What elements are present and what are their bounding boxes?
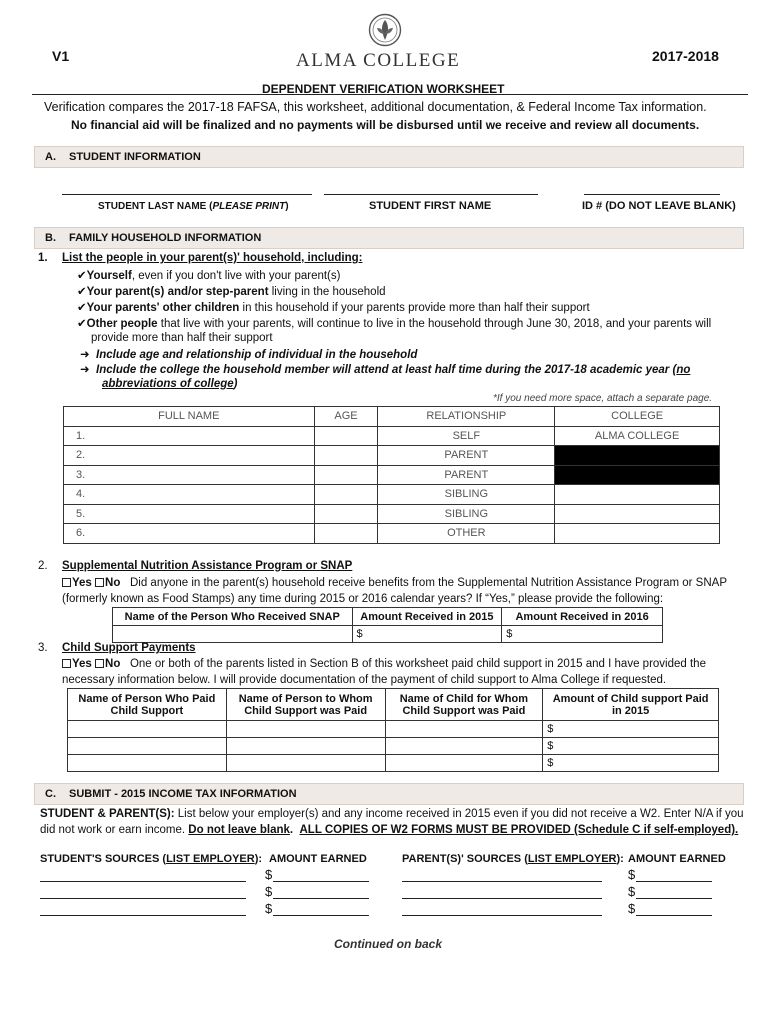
arrow-right-icon: ➜ bbox=[80, 349, 90, 361]
age-cell[interactable] bbox=[314, 504, 378, 524]
cs-amount-cell[interactable]: $ bbox=[543, 755, 719, 772]
parent-employer-field[interactable] bbox=[402, 915, 602, 916]
snap-name-cell[interactable] bbox=[113, 626, 353, 643]
cs-header-child: Name of Child for Whom Child Support was Paid bbox=[385, 689, 543, 721]
section-c-title: SUBMIT - 2015 INCOME TAX INFORMATION bbox=[69, 788, 297, 800]
parent-employer-field[interactable] bbox=[402, 881, 602, 882]
q3-number: 3. bbox=[38, 642, 48, 654]
cs-payee-cell[interactable] bbox=[226, 738, 385, 755]
header-full-name: FULL NAME bbox=[64, 407, 315, 427]
student-amount-field[interactable] bbox=[273, 915, 369, 916]
version-label: V1 bbox=[52, 48, 70, 64]
snap-yes-label: Yes bbox=[72, 577, 92, 589]
college-cell[interactable] bbox=[555, 524, 720, 544]
cs-payee-cell[interactable] bbox=[226, 721, 385, 738]
cs-header-payer: Name of Person Who Paid Child Support bbox=[68, 689, 227, 721]
q3-question: Yes No One or both of the parents listed in Section B of this worksheet paid child support in 2015 and I have provided the bbox=[62, 658, 706, 670]
checkmark-icon: ✔ bbox=[77, 318, 87, 330]
arrow-item-age: ➜ Include age and relationship of individual in the household bbox=[80, 349, 418, 361]
q3-question-cont: necessary information below. I will provide documentation of the payment of child support to Alma College if requested. bbox=[62, 674, 667, 686]
header-age: AGE bbox=[314, 407, 378, 427]
relationship-cell: OTHER bbox=[378, 524, 555, 544]
q2-number: 2. bbox=[38, 560, 48, 572]
relationship-cell: SELF bbox=[378, 426, 555, 446]
relationship-cell: SIBLING bbox=[378, 504, 555, 524]
child-support-yes-checkbox[interactable] bbox=[62, 659, 71, 668]
header-relationship: RELATIONSHIP bbox=[378, 407, 555, 427]
arrow-right-icon: ➜ bbox=[80, 364, 90, 376]
section-b-letter: B. bbox=[45, 232, 56, 244]
parent-amount-field[interactable] bbox=[636, 898, 712, 899]
dollar-sign: $ bbox=[265, 901, 273, 916]
cs-payee-cell[interactable] bbox=[226, 755, 385, 772]
check-item-other-people: ✔Other people that live with your parents, will continue to live in the household through June 30, 2018, and your parents will bbox=[77, 318, 712, 330]
student-amount-field[interactable] bbox=[273, 881, 369, 882]
q1-title: List the people in your parent(s)' household, including: bbox=[62, 252, 363, 264]
college-name: ALMA COLLEGE bbox=[296, 50, 461, 71]
student-amount-label: AMOUNT EARNED bbox=[269, 853, 367, 865]
section-c-bar bbox=[34, 783, 744, 805]
dollar-sign: $ bbox=[265, 867, 273, 882]
table-row bbox=[68, 721, 719, 738]
child-support-table-header bbox=[68, 689, 719, 721]
check-item-parents: ✔Your parent(s) and/or step-parent living in the household bbox=[77, 286, 386, 298]
row-number[interactable]: 1. bbox=[64, 426, 315, 446]
section-c-letter: C. bbox=[45, 788, 56, 800]
cs-header-amount: Amount of Child support Paid in 2015 bbox=[543, 689, 719, 721]
table-row bbox=[64, 446, 720, 466]
age-cell[interactable] bbox=[314, 446, 378, 466]
college-cell: ALMA COLLEGE bbox=[555, 426, 720, 446]
form-title: DEPENDENT VERIFICATION WORKSHEET bbox=[262, 82, 505, 96]
continued-on-back: Continued on back bbox=[334, 937, 442, 951]
cs-payer-cell[interactable] bbox=[68, 755, 227, 772]
dollar-sign: $ bbox=[628, 867, 636, 882]
student-amount-field[interactable] bbox=[273, 898, 369, 899]
child-support-table bbox=[67, 688, 719, 772]
section-c-instructions-cont: did not work or earn income. Do not leave blank. ALL COPIES OF W2 FORMS MUST BE PROVIDED (Schedule C if self-employed). bbox=[40, 824, 739, 836]
table-row bbox=[64, 426, 720, 446]
checkmark-icon: ✔ bbox=[77, 270, 87, 282]
section-c-instructions: STUDENT & PARENT(S): List below your employer(s) and any income received in 2015 even if you did not receive a W2. Enter N/A if you bbox=[40, 808, 744, 820]
section-b-title: FAMILY HOUSEHOLD INFORMATION bbox=[69, 232, 262, 244]
q1-number: 1. bbox=[38, 252, 48, 264]
table-row bbox=[64, 504, 720, 524]
parent-amount-field[interactable] bbox=[636, 915, 712, 916]
title-rule bbox=[32, 94, 748, 95]
age-cell[interactable] bbox=[314, 465, 378, 485]
space-note: *If you need more space, attach a separate page. bbox=[493, 393, 713, 404]
row-number[interactable]: 3. bbox=[64, 465, 315, 485]
table-row bbox=[64, 465, 720, 485]
child-support-yes-label: Yes bbox=[72, 658, 92, 670]
snap-header-2015: Amount Received in 2015 bbox=[352, 608, 502, 626]
student-employer-field[interactable] bbox=[40, 898, 246, 899]
cs-payer-cell[interactable] bbox=[68, 721, 227, 738]
snap-header-2016: Amount Received in 2016 bbox=[502, 608, 663, 626]
arrow-item-college-cont: abbreviations of college) bbox=[102, 378, 238, 390]
row-number[interactable]: 6. bbox=[64, 524, 315, 544]
checkmark-icon: ✔ bbox=[77, 302, 87, 314]
snap-table-header bbox=[113, 608, 663, 626]
arrow-item-college: ➜ Include the college the household member will attend at least half time during the 2017-18 academic year (no bbox=[80, 364, 691, 376]
cs-child-cell[interactable] bbox=[385, 721, 543, 738]
section-a-letter: A. bbox=[45, 151, 56, 163]
snap-no-label: No bbox=[105, 577, 121, 589]
section-a-bar bbox=[34, 146, 744, 168]
dollar-sign: $ bbox=[265, 884, 273, 899]
age-cell[interactable] bbox=[314, 485, 378, 505]
snap-table bbox=[112, 607, 663, 643]
table-row bbox=[113, 626, 663, 643]
table-row bbox=[68, 755, 719, 772]
snap-2015-cell[interactable]: $ bbox=[352, 626, 502, 643]
student-first-name-field[interactable] bbox=[324, 194, 538, 195]
q2-question: Yes No Did anyone in the parent(s) household receive benefits from the Supplemental Nutrition Assistance Program or SNAP bbox=[62, 577, 727, 589]
id-label: ID # (DO NOT LEAVE BLANK) bbox=[582, 200, 736, 212]
check-item-other-people-cont: provide more than half their support bbox=[91, 332, 273, 344]
q2-title: Supplemental Nutrition Assistance Program or SNAP bbox=[62, 560, 353, 572]
header-college: COLLEGE bbox=[555, 407, 720, 427]
last-name-hint: PLEASE PRINT bbox=[212, 201, 286, 212]
section-b-bar bbox=[34, 227, 744, 249]
age-cell[interactable] bbox=[314, 524, 378, 544]
snap-header-name: Name of the Person Who Received SNAP bbox=[113, 608, 353, 626]
student-sources-label: STUDENT'S SOURCES (LIST EMPLOYER): bbox=[40, 853, 263, 865]
first-name-label: STUDENT FIRST NAME bbox=[369, 200, 492, 212]
check-item-other-children: ✔Your parents' other children in this household if your parents provide more than half their support bbox=[77, 302, 590, 314]
relationship-cell: PARENT bbox=[378, 446, 555, 466]
parent-employer-field[interactable] bbox=[402, 898, 602, 899]
intro-text: Verification compares the 2017-18 FAFSA, this worksheet, additional documentation, & Federal Income Tax information. bbox=[44, 100, 707, 114]
q3-title: Child Support Payments bbox=[62, 642, 196, 654]
student-employer-field[interactable] bbox=[40, 881, 246, 882]
checkmark-icon: ✔ bbox=[77, 286, 87, 298]
student-last-name-field[interactable] bbox=[62, 194, 312, 195]
child-support-no-checkbox[interactable] bbox=[95, 659, 104, 668]
cs-amount-cell[interactable]: $ bbox=[543, 721, 719, 738]
snap-no-checkbox[interactable] bbox=[95, 578, 104, 587]
student-employer-field[interactable] bbox=[40, 915, 246, 916]
table-row bbox=[68, 738, 719, 755]
parent-amount-field[interactable] bbox=[636, 881, 712, 882]
last-name-label: STUDENT LAST NAME (PLEASE PRINT) bbox=[98, 201, 289, 212]
row-number[interactable]: 5. bbox=[64, 504, 315, 524]
student-id-field[interactable] bbox=[584, 194, 720, 195]
college-cell-blocked bbox=[555, 465, 720, 485]
college-seal-logo bbox=[368, 13, 402, 47]
q2-question-cont: (formerly known as Food Stamps) any time during 2015 or 2016 calendar years? If “Yes,” please provide the following: bbox=[62, 593, 664, 605]
check-item-yourself: ✔Yourself, even if you don't live with your parent(s) bbox=[77, 270, 341, 282]
college-cell-blocked bbox=[555, 446, 720, 466]
row-number[interactable]: 2. bbox=[64, 446, 315, 466]
college-cell[interactable] bbox=[555, 504, 720, 524]
age-cell[interactable] bbox=[314, 426, 378, 446]
cs-child-cell[interactable] bbox=[385, 755, 543, 772]
parent-sources-label: PARENT(S)' SOURCES (LIST EMPLOYER): bbox=[402, 853, 624, 865]
parent-amount-label: AMOUNT EARNED bbox=[628, 853, 726, 865]
table-row bbox=[64, 485, 720, 505]
household-table-header bbox=[64, 407, 720, 427]
cs-child-cell[interactable] bbox=[385, 738, 543, 755]
cs-header-payee: Name of Person to Whom Child Support was Paid bbox=[226, 689, 385, 721]
year-label: 2017-2018 bbox=[652, 48, 719, 64]
dollar-sign: $ bbox=[628, 901, 636, 916]
relationship-cell: SIBLING bbox=[378, 485, 555, 505]
relationship-cell: PARENT bbox=[378, 465, 555, 485]
dollar-sign: $ bbox=[628, 884, 636, 899]
college-cell[interactable] bbox=[555, 485, 720, 505]
row-number[interactable]: 4. bbox=[64, 485, 315, 505]
cs-amount-cell[interactable]: $ bbox=[543, 738, 719, 755]
table-row bbox=[64, 524, 720, 544]
snap-yes-checkbox[interactable] bbox=[62, 578, 71, 587]
cs-payer-cell[interactable] bbox=[68, 738, 227, 755]
child-support-no-label: No bbox=[105, 658, 121, 670]
notice-text: No financial aid will be finalized and no payments will be disbursed until we receive and review all documents. bbox=[71, 118, 700, 132]
household-table bbox=[63, 406, 720, 544]
snap-2016-cell[interactable]: $ bbox=[502, 626, 663, 643]
section-a-title: STUDENT INFORMATION bbox=[69, 151, 201, 163]
